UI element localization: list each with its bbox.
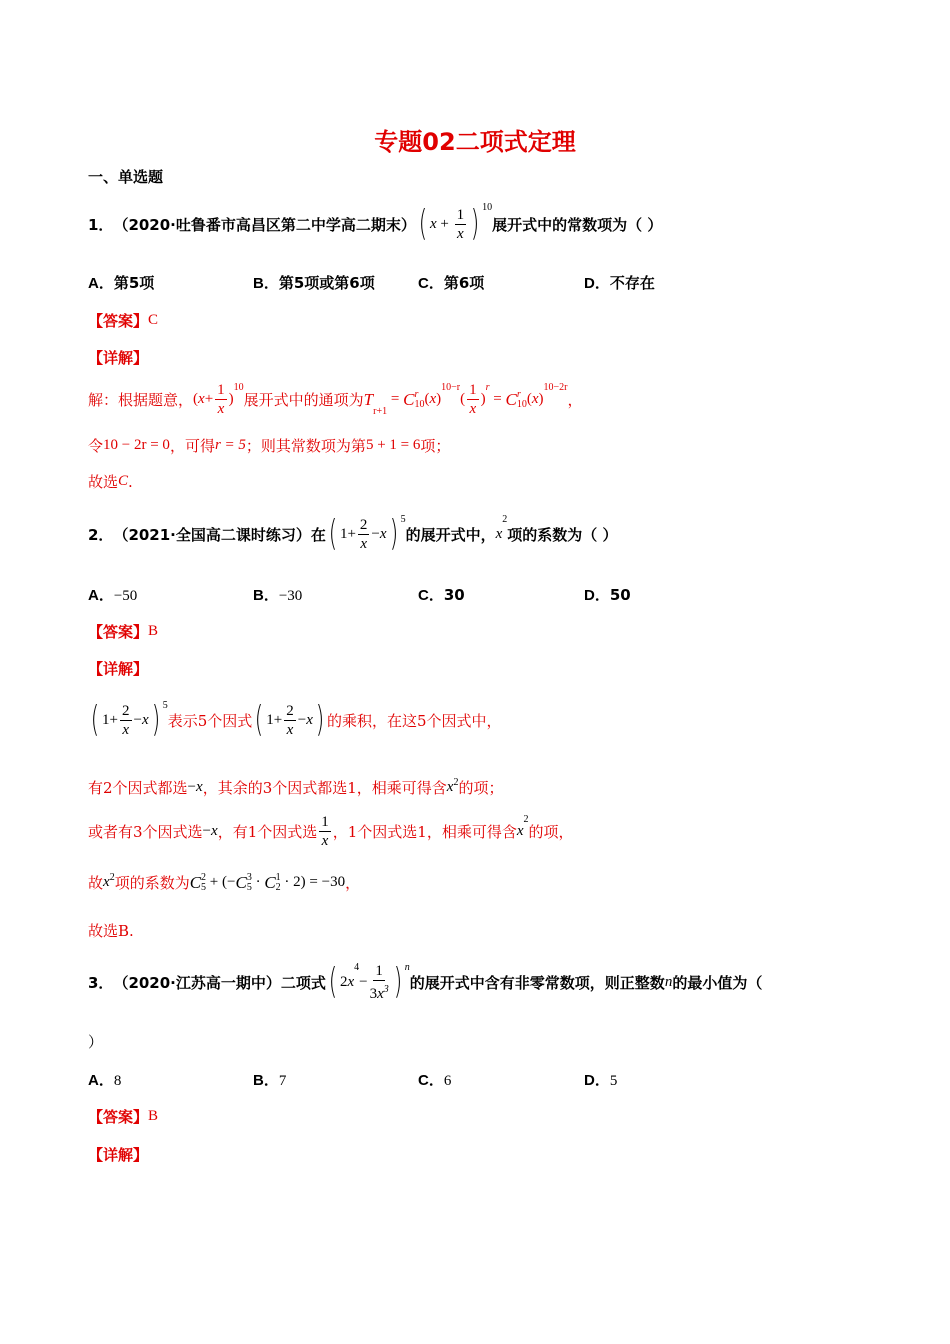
question-source: （2020·吐鲁番市高昌区第二中学高二期末） (113, 215, 416, 234)
option-a[interactable]: A．第5项 (88, 274, 155, 292)
option-d[interactable]: D．不存在 (584, 274, 655, 292)
option-d[interactable]: D．50 (584, 586, 631, 604)
solution-line-1: 解：根据题意， ( x + $\frac{1}{x}$ ) $^{10}$ 展开式中的通项为 T $_{r+1}$ = C r 10 ( x ) $^{10-r}$ ( $\frac{1}{x}$ ) $^r$ = C r 10 ( x ) $^{10-2r}$ ， (88, 382, 583, 417)
solution-line-2: 令 10 − 2r = 0 ，可得 r = 5 ；则其常数项为第 5 + 1 = 6 项； (88, 437, 451, 455)
answer-value: C (148, 312, 159, 328)
option-d[interactable]: D．5 (584, 1072, 618, 1089)
solution-line-5: 故选B. (88, 922, 134, 940)
option-c[interactable]: C．6 (418, 1072, 452, 1089)
detail-tag: 【详解】 (88, 349, 149, 367)
question-number: 2． (88, 525, 114, 544)
question-number: 1． (88, 215, 114, 234)
question-number: 3． (88, 973, 114, 992)
option-b[interactable]: B．第5项或第6项 (253, 274, 375, 292)
solution-line-3: 或者有3个因式选 − x ，有1个因式选 $\frac{1}{x}$ ，1个因式选1，相乘可得含 x $^2$ 的项， (88, 814, 574, 849)
answer-value: B (148, 1108, 159, 1124)
answer-line (88, 1106, 158, 1127)
question-1-stem (88, 204, 662, 244)
binomial-expression: ( 1+ $\frac{2}{x}$ − x ) $^5$ (328, 513, 406, 554)
question-3-stem-close: ） (88, 1033, 104, 1051)
question-source: （2020·江苏高一期中）二项式 (113, 973, 326, 992)
binomial-expression: ( x + $\frac{1}{x}$ ) $^{10}$ (418, 202, 493, 244)
detail-tag: 【详解】 (88, 660, 149, 678)
page-title: 专题02二项式定理 (374, 128, 576, 156)
solution-line-4: 故 x $^2$ 项的系数为 C 2 5 + (− C 3 5 · C 1 2 · 2) = −30 ， (88, 871, 361, 893)
solution-line-2: 有2个因式都选 − x ，其余的3个因式都选1，相乘可得含 x $^2$ 的项； (88, 777, 504, 797)
question-3-stem: 3． （2020·江苏高一期中）二项式 ( 2 x 4 − $\frac{1}{3x^3}$ ) $^n$ 的展开式中含有非零常数项，则正整数 n 的最小值为（ (88, 961, 763, 1002)
option-b[interactable]: B．−30 (253, 587, 303, 604)
question-2-stem: 2． （2021·全国高二课时练习）在 ( 1+ $\frac{2}{x}$ − x ) $^5$ 的展开式中， x 2 项的系数为（ ） (88, 513, 618, 554)
answer-line (88, 621, 158, 642)
solution-line-1: ( 1+ $\frac{2}{x}$ − x ) $^5$ 表示5个因式 ( 1+ $\frac{2}{x}$ − x ) 的乘积，在这5个因式中， (90, 699, 502, 740)
question-stem-tail: 展开式中的常数项为（ ） (492, 215, 663, 234)
question-source: （2021·全国高二课时练习）在 (113, 525, 326, 544)
option-a[interactable]: A．−50 (88, 587, 138, 604)
section-heading: 一、单选题 (88, 168, 164, 186)
option-a[interactable]: A．8 (88, 1072, 122, 1089)
solution-line-3: 故选 C . (88, 472, 133, 491)
option-c[interactable]: C．第6项 (418, 274, 485, 292)
option-c[interactable]: C．30 (418, 586, 465, 604)
answer-tag: 【答案】 (88, 623, 149, 641)
answer-value: B (148, 623, 159, 639)
answer-tag: 【答案】 (88, 1108, 149, 1126)
answer-line (88, 310, 158, 331)
option-b[interactable]: B．7 (253, 1072, 287, 1089)
answer-tag: 【答案】 (88, 312, 149, 330)
detail-tag: 【详解】 (88, 1146, 149, 1164)
binomial-expression: ( 2 x 4 − $\frac{1}{3x^3}$ ) $^n$ (328, 961, 410, 1002)
